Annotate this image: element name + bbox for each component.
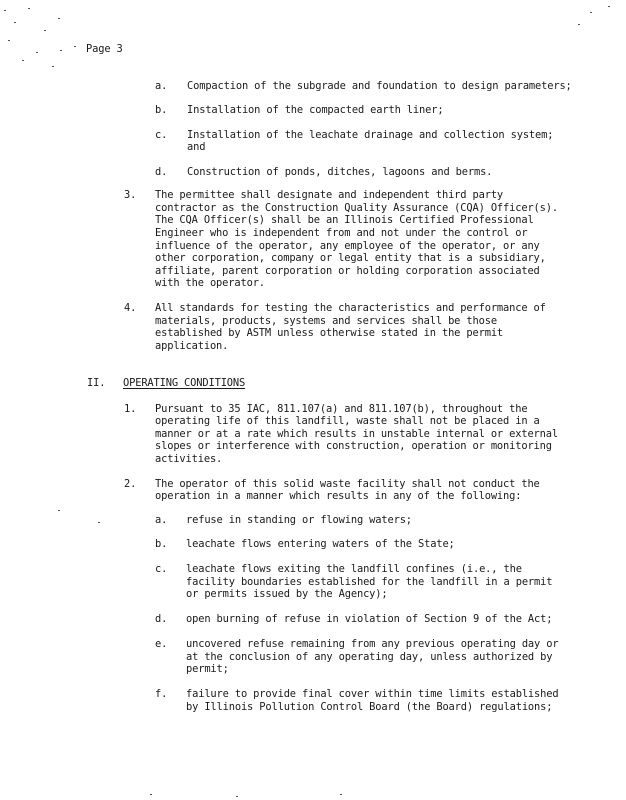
- scan-speck: [608, 6, 610, 7]
- scan-speck: [58, 510, 60, 511]
- list-item-text: permit;: [186, 663, 229, 675]
- paragraph-line: operating life of this landfill, waste shall not be placed in a: [155, 415, 540, 427]
- scan-speck: [236, 796, 238, 797]
- paragraph-line: materials, products, systems and services shall be those: [155, 315, 497, 327]
- list-item-text: leachate flows entering waters of the State;: [186, 538, 455, 550]
- list-item-label: a.: [155, 514, 168, 526]
- paragraph-line: application.: [155, 340, 229, 352]
- list-item-label: d.: [155, 613, 168, 625]
- paragraph-line: All standards for testing the characteristics and performance of: [155, 302, 546, 314]
- paragraph-line: operation in a manner which results in any of the following:: [155, 490, 522, 502]
- list-item-label: b.: [155, 538, 168, 550]
- paragraph-line: contractor as the Construction Quality Assurance (CQA) Officer(s).: [155, 202, 558, 214]
- scan-speck: [590, 12, 592, 13]
- list-item-label: c.: [155, 563, 168, 575]
- paragraph-line: affiliate, parent corporation or holding corporation associated: [155, 265, 540, 277]
- scan-speck: [578, 24, 580, 25]
- scan-speck: [14, 22, 16, 23]
- list-item-text: Construction of ponds, ditches, lagoons and berms.: [187, 166, 493, 178]
- scan-speck: [22, 60, 24, 61]
- scan-speck: [340, 794, 342, 795]
- list-item-label: a.: [155, 80, 168, 92]
- paragraph-number: 4.: [124, 302, 137, 314]
- list-item-label: b.: [155, 104, 168, 116]
- scan-speck: [44, 30, 46, 31]
- paragraph-line: other corporation, company or legal entity that is a subsidiary,: [155, 252, 546, 264]
- scan-speck: [74, 46, 76, 47]
- paragraph-line: activities.: [155, 453, 223, 465]
- list-item-text: refuse in standing or flowing waters;: [186, 514, 412, 526]
- list-item-text: Installation of the compacted earth liner;: [187, 104, 444, 116]
- list-item-text: uncovered refuse remaining from any previous operating day or: [186, 638, 559, 650]
- scan-speck: [60, 50, 62, 51]
- list-item-text: at the conclusion of any operating day, unless authorized by: [186, 651, 553, 663]
- paragraph-line: The permittee shall designate and independent third party: [155, 189, 504, 201]
- paragraph-line: slopes or interference with construction, operation or monitoring: [155, 440, 552, 452]
- section-title: OPERATING CONDITIONS: [123, 377, 246, 389]
- scan-speck: [98, 522, 100, 523]
- list-item-text: or permits issued by the Agency);: [186, 588, 388, 600]
- paragraph-number: 2.: [124, 478, 137, 490]
- list-item-text: open burning of refuse in violation of Section 9 of the Act;: [186, 613, 553, 625]
- list-item-text: by Illinois Pollution Control Board (the Board) regulations;: [186, 701, 553, 713]
- paragraph-line: Pursuant to 35 IAC, 811.107(a) and 811.107(b), throughout the: [155, 403, 528, 415]
- scan-speck: [8, 40, 10, 41]
- page-number: Page 3: [86, 43, 123, 55]
- section-numeral: II.: [87, 377, 106, 389]
- paragraph-line: established by ASTM unless otherwise stated in the permit: [155, 327, 504, 339]
- list-item-text: Installation of the leachate drainage and collection system;: [187, 129, 554, 141]
- list-item-label: d.: [155, 166, 168, 178]
- scan-speck: [36, 52, 38, 53]
- list-item-label: f.: [155, 688, 168, 700]
- list-item-text: failure to provide final cover within time limits established: [186, 688, 559, 700]
- paragraph-line: The CQA Officer(s) shall be an Illinois Certified Professional: [155, 214, 534, 226]
- scan-speck: [28, 8, 30, 9]
- list-item-text: facility boundaries established for the landfill in a permit: [186, 576, 553, 588]
- paragraph-number: 1.: [124, 403, 137, 415]
- paragraph-line: manner or at a rate which results in unstable internal or external: [155, 428, 558, 440]
- scan-speck: [150, 794, 152, 795]
- scan-speck: [52, 66, 54, 67]
- scan-speck: [58, 18, 60, 19]
- paragraph-line: influence of the operator, any employee of the operator, or any: [155, 240, 540, 252]
- paragraph-line: with the operator.: [155, 277, 265, 289]
- list-item-label: c.: [155, 129, 168, 141]
- list-item-text: and: [187, 141, 206, 153]
- scan-speck: [4, 10, 6, 11]
- list-item-text: leachate flows exiting the landfill confines (i.e., the: [186, 563, 522, 575]
- paragraph-number: 3.: [124, 189, 137, 201]
- paragraph-line: Engineer who is independent from and not under the control or: [155, 227, 528, 239]
- list-item-text: Compaction of the subgrade and foundation to design parameters;: [187, 80, 572, 92]
- list-item-label: e.: [155, 638, 168, 650]
- paragraph-line: The operator of this solid waste facility shall not conduct the: [155, 478, 540, 490]
